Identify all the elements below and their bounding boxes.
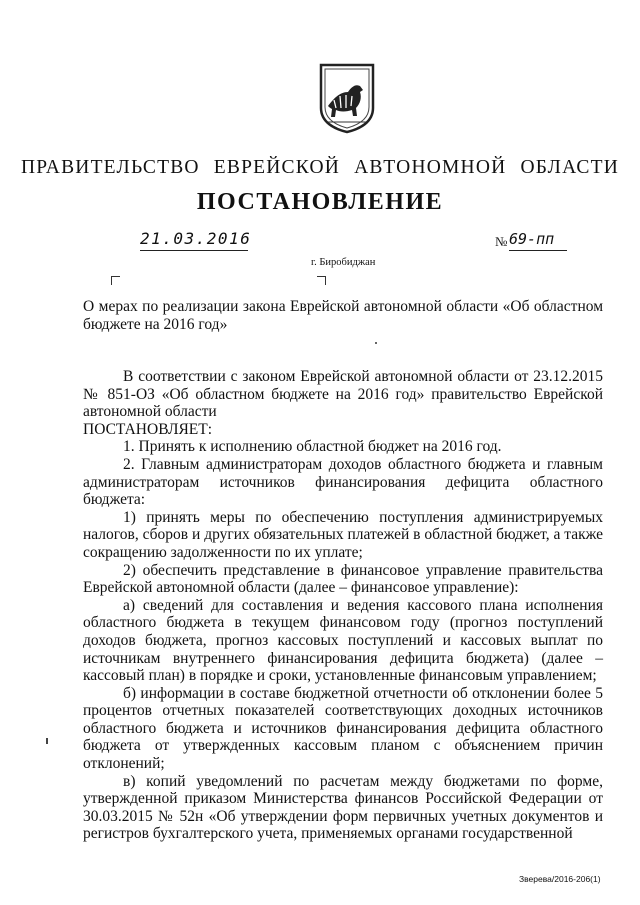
footer-code: Зверева/2016-206(1) bbox=[519, 874, 601, 884]
paragraph: 2) обеспечить представление в финансовое управление правительства Еврейской автономной области (далее – финансовое управление): bbox=[83, 561, 603, 597]
paragraph: в) копий уведомлений по расчетам между бюджетами по форме, утвержденной приказом Министерства финансов Российской Федерации от 30.03.2015 № 52н «Об утверждении форм первичных учетных документов и регистров бухгалтерского учета, применяемых органами государственной bbox=[83, 772, 603, 843]
government-title: ПРАВИТЕЛЬСТВО ЕВРЕЙСКОЙ АВТОНОМНОЙ ОБЛАСТИ bbox=[20, 157, 620, 178]
paragraph: В соответствии с законом Еврейской автономной области от 23.12.2015 № 851-ОЗ «Об областном бюджете на 2016 год» правительство Еврейской автономной области bbox=[83, 368, 603, 421]
paragraph: 2. Главным администраторам доходов областного бюджета и главным администраторам источников финансирования дефицита областного бюджета: bbox=[83, 455, 603, 509]
document-type: ПОСТАНОВЛЕНИЕ bbox=[196, 189, 444, 215]
number-label: № bbox=[495, 234, 508, 249]
scan-speck bbox=[375, 342, 377, 344]
corner-mark-right bbox=[317, 276, 326, 285]
paragraph: а) сведений для составления и ведения кассового плана исполнения областного бюджета в текущем финансовом году (прогноз поступлений доходов бюджета, прогноз кассовых поступлений и кассовых выплат по источникам внутреннего финансирования дефицита бюджета) (далее – кассовый план) в порядке и сроки, установленные финансовым управлением; bbox=[83, 596, 603, 685]
corner-mark-left bbox=[111, 276, 120, 285]
paragraph: б) информации в составе бюджетной отчетности об отклонении более 5 процентов отчетных показателей соответствующих доходных источников областного бюджета и источников финансирования дефицита областного бюджета от утвержденных кассовым планом с объяснением причин отклонений; bbox=[83, 684, 603, 773]
document-subject: О мерах по реализации закона Еврейской автономной области «Об областном бюджете на 2016 год» bbox=[83, 298, 603, 333]
handwritten-date: 21.03.2016 bbox=[140, 228, 248, 251]
paragraph: ПОСТАНОВЛЯЕТ: bbox=[83, 420, 213, 438]
paragraph: 1) принять меры по обеспечению поступления администрируемых налогов, сборов и других обязательных платежей в областной бюджет, а также сокращению задолженности по их уплате; bbox=[83, 508, 603, 561]
paragraph: 1. Принять к исполнению областной бюджет на 2016 год. bbox=[123, 438, 502, 456]
document-body bbox=[83, 368, 603, 843]
city-name: г. Биробиджан bbox=[311, 257, 376, 268]
coat-of-arms-tiger-icon bbox=[318, 62, 376, 134]
handwritten-number: 69-пп bbox=[509, 228, 567, 251]
margin-mark bbox=[46, 738, 48, 744]
